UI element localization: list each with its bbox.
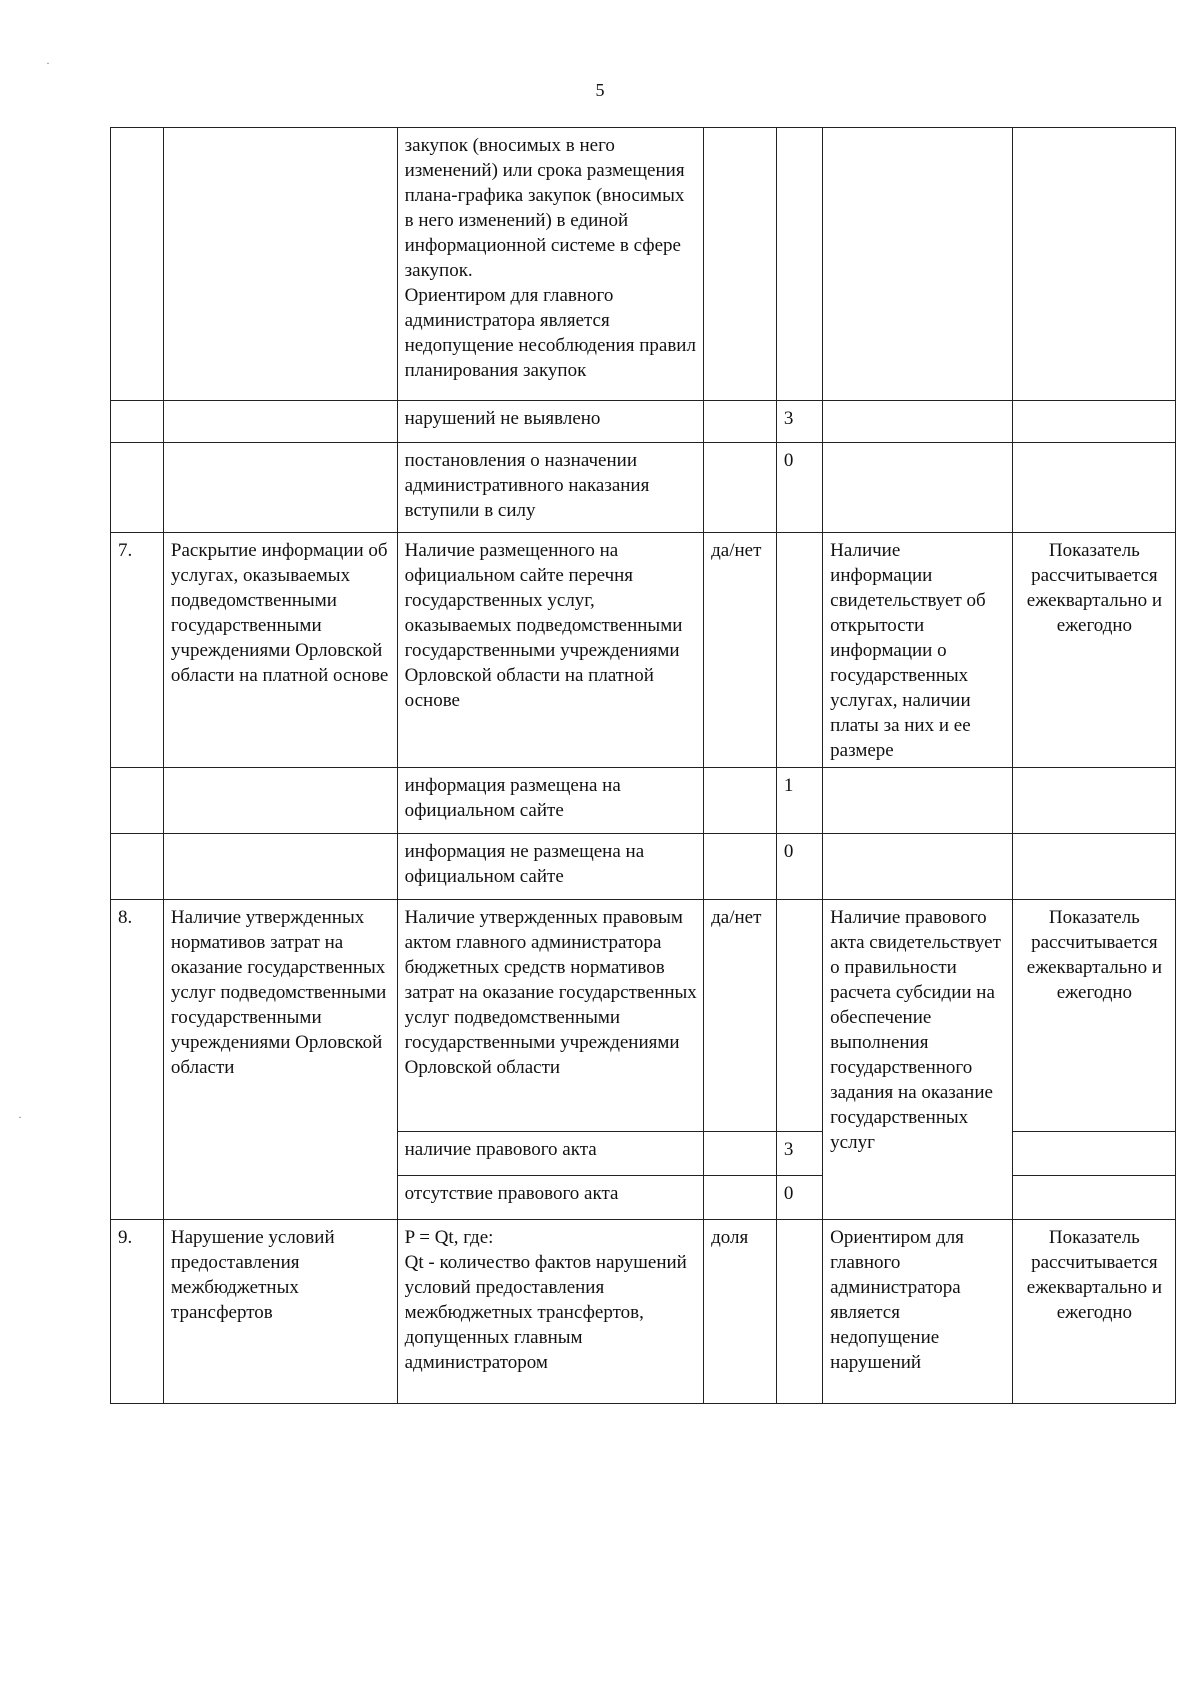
table-row [111, 128, 1176, 401]
scan-speck: · [18, 1110, 22, 1124]
cell-formula: закупок (вносимых в него изменений) или срока размещения плана-графика закупок (вносимых в него изменений) в единой информационной системе в сфере закупок. Ориентиром для главного администратора является недопущение несоблюдения правил планирования закупок [397, 128, 703, 401]
cell-unit: да/нет [704, 900, 777, 1132]
cell-formula: наличие правового акта [397, 1132, 703, 1176]
table-row [111, 768, 1176, 834]
cell-score: 0 [776, 834, 822, 900]
cell-score: 0 [776, 443, 822, 533]
cell-formula: информация размещена на официальном сайте [397, 768, 703, 834]
cell-score [776, 533, 822, 768]
cell-indicator-name [163, 128, 397, 401]
cell-score: 1 [776, 768, 822, 834]
cell-indicator-name [163, 443, 397, 533]
cell-unit [704, 1176, 777, 1220]
cell-comment [823, 834, 1013, 900]
cell-unit [704, 401, 777, 443]
cell-number [111, 443, 164, 533]
cell-comment: Наличие правового акта свидетельствует о правильности расчета субсидии на обеспечение выполнения государственного задания на оказание государственных услуг [823, 900, 1013, 1220]
cell-score [776, 900, 822, 1132]
table-row [111, 443, 1176, 533]
cell-unit [704, 128, 777, 401]
cell-indicator-name [163, 768, 397, 834]
cell-comment [823, 128, 1013, 401]
scan-speck: · [46, 56, 50, 70]
cell-note: Показатель рассчитывается ежеквартально и ежегодно [1012, 900, 1175, 1132]
table-row [111, 533, 1176, 768]
cell-formula: P = Qt, где: Qt - количество фактов нарушений условий предоставления межбюджетных трансфертов, допущенных главным администратором [397, 1220, 703, 1404]
cell-formula: отсутствие правового акта [397, 1176, 703, 1220]
cell-number [111, 401, 164, 443]
cell-comment [823, 401, 1013, 443]
cell-unit: да/нет [704, 533, 777, 768]
cell-score [776, 128, 822, 401]
cell-note: Показатель рассчитывается ежеквартально и ежегодно [1012, 1220, 1175, 1404]
cell-formula: информация не размещена на официальном сайте [397, 834, 703, 900]
cell-formula: Наличие утвержденных правовым актом главного администратора бюджетных средств нормативов затрат на оказание государственных услуг подведомственными государственными учреждениями Орловской области [397, 900, 703, 1132]
cell-comment: Ориентиром для главного администратора является недопущение нарушений [823, 1220, 1013, 1404]
cell-score: 3 [776, 1132, 822, 1176]
cell-number: 8. [111, 900, 164, 1220]
cell-note [1012, 834, 1175, 900]
cell-note [1012, 401, 1175, 443]
cell-comment: Наличие информации свидетельствует об открытости информации о государственных услугах, наличии платы за них и ее размере [823, 533, 1013, 768]
table-row [111, 401, 1176, 443]
cell-indicator-name [163, 834, 397, 900]
page-number: 5 [595, 80, 605, 100]
cell-unit [704, 768, 777, 834]
cell-number [111, 834, 164, 900]
cell-formula: нарушений не выявлено [397, 401, 703, 443]
cell-unit [704, 443, 777, 533]
cell-note [1012, 128, 1175, 401]
cell-indicator-name: Раскрытие информации об услугах, оказываемых подведомственными государственными учреждениями Орловской области на платной основе [163, 533, 397, 768]
cell-note [1012, 1176, 1175, 1220]
cell-formula: Наличие размещенного на официальном сайте перечня государственных услуг, оказываемых подведомственными государственными учреждениями Орловской области на платной основе [397, 533, 703, 768]
criteria-table [110, 127, 1176, 1404]
cell-note: Показатель рассчитывается ежеквартально и ежегодно [1012, 533, 1175, 768]
cell-score [776, 1220, 822, 1404]
cell-unit: доля [704, 1220, 777, 1404]
cell-indicator-name: Нарушение условий предоставления межбюджетных трансфертов [163, 1220, 397, 1404]
cell-number: 7. [111, 533, 164, 768]
cell-number: 9. [111, 1220, 164, 1404]
cell-score: 0 [776, 1176, 822, 1220]
cell-comment [823, 768, 1013, 834]
cell-number [111, 128, 164, 401]
cell-comment [823, 443, 1013, 533]
cell-unit [704, 834, 777, 900]
cell-indicator-name [163, 401, 397, 443]
table-row [111, 834, 1176, 900]
cell-indicator-name: Наличие утвержденных нормативов затрат на оказание государственных услуг подведомственными государственными учреждениями Орловской области [163, 900, 397, 1220]
cell-score: 3 [776, 401, 822, 443]
cell-number [111, 768, 164, 834]
cell-unit [704, 1132, 777, 1176]
cell-note [1012, 443, 1175, 533]
table-row [111, 1220, 1176, 1404]
table-row [111, 900, 1176, 1132]
cell-note [1012, 768, 1175, 834]
cell-note [1012, 1132, 1175, 1176]
cell-formula: постановления о назначении административного наказания вступили в силу [397, 443, 703, 533]
